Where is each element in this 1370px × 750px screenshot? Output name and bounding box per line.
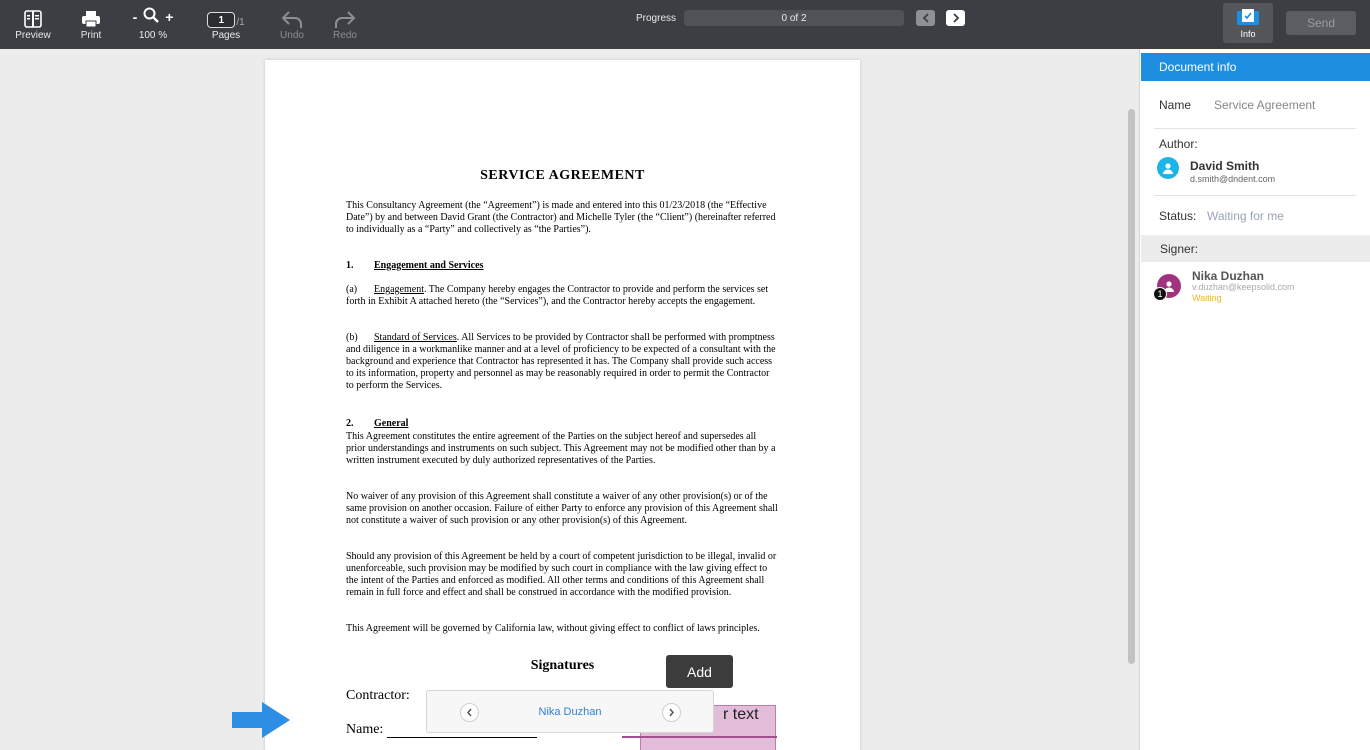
divider [1154, 195, 1356, 196]
section-2-title: General [374, 418, 409, 429]
author-label: Author: [1159, 137, 1198, 151]
intro-paragraph: This Consultancy Agreement (the “Agreement”) is made and entered into this 01/23/2018 (the “Effective Date”) by and between David Grant (the Contractor) and Michelle Tyler (the “Client”) (hereinafter referred to individually as a “Party” and collectively as “the Parties”). [346, 200, 776, 235]
document-page [265, 60, 860, 750]
section-1a-text: . The Company hereby engages the Contractor to provide and perform the services set forth in Exhibit A attached hereto (the “Services”), and the Contractor hereby accepts the engagement. [346, 284, 769, 307]
field-text: r text [723, 706, 759, 723]
info-button[interactable] [1223, 3, 1273, 43]
info-label: Info [1240, 29, 1256, 39]
print-button[interactable] [76, 0, 106, 49]
pages-label: Pages [211, 30, 241, 41]
document-viewer [0, 49, 1139, 750]
page-number-input[interactable]: 1 [207, 12, 235, 28]
magnifier-icon [143, 7, 159, 28]
signer-email: v.duzhan@keepsolid.com [1192, 282, 1295, 292]
author-avatar [1157, 157, 1179, 179]
section-1-heading [346, 260, 483, 271]
redo-label: Redo [333, 30, 357, 41]
signer-section-header: Signer: [1141, 235, 1370, 262]
page-total: /1 [236, 17, 245, 28]
preview-button[interactable] [14, 0, 52, 49]
field-pointer-arrow-icon [232, 700, 292, 740]
undo-icon [281, 0, 303, 28]
section-1b-text: . All Services to be provided by Contractor shall be performed with promptness and diligence in a workmanlike manner and at a level of proficiency to be expected of a consultant with the background and experience that Contractor has represented it has. The Company shall provide such access to its information, property and personnel as may be reasonably required in order to permit the Contractor to perform the Services. [346, 332, 776, 391]
status-label: Status: [1159, 209, 1197, 223]
document-title: SERVICE AGREEMENT [480, 168, 645, 183]
status-value: Waiting for me [1207, 209, 1284, 223]
section-1-number: 1. [346, 260, 354, 271]
section-1a-paragraph [346, 284, 778, 308]
section-2-paragraph-2: No waiver of any provision of this Agreement shall constitute a waiver of any other provision(s) or of the same provision on another occasion. Failure of either Party to enforce any provision of this Agreement shall not constitute a waiver of such provision or any other provision(s) of this Agreement. [346, 491, 778, 526]
chevron-left-icon [922, 13, 930, 23]
document-name-value: Service Agreement [1214, 98, 1316, 112]
document-info-panel [1139, 49, 1370, 750]
next-field-button[interactable] [946, 10, 965, 26]
signer-order-badge: 1 [1153, 287, 1167, 301]
section-2-paragraph-4: This Agreement will be governed by California law, without giving effect to conflict of laws principles. [346, 623, 760, 634]
preview-icon [24, 0, 42, 28]
document-scrollbar[interactable] [1126, 109, 1136, 750]
scrollbar-thumb[interactable] [1128, 109, 1135, 664]
section-1b-term: Standard of Services [374, 332, 457, 343]
contractor-label: Contractor: [346, 688, 410, 703]
author-email: d.smith@dndent.com [1190, 174, 1276, 184]
section-2-number: 2. [346, 418, 354, 429]
preview-label: Preview [15, 30, 51, 41]
divider [1154, 128, 1356, 129]
signer-status: Waiting [1192, 293, 1222, 303]
section-1b-label: (b) [346, 332, 358, 343]
add-field-button[interactable]: Add [666, 655, 733, 688]
redo-icon [334, 0, 356, 28]
section-2-paragraph-1: This Agreement constitutes the entire agreement of the Parties on the subject hereof and supersedes all prior understandings and instruments on such subject. This Agreement may not be modified other than by a written instrument executed by duly authorized representatives of the Parties. [346, 431, 776, 466]
next-signer-button[interactable] [662, 703, 681, 722]
section-1a-label: (a) [346, 284, 358, 295]
section-1a-term: Engagement [374, 284, 424, 295]
progress-bar: 0 of 2 [684, 10, 904, 26]
section-2-heading [346, 418, 408, 429]
zoom-level: 100 % [138, 30, 168, 41]
section-1-title: Engagement and Services [374, 260, 484, 271]
author-name: David Smith [1190, 159, 1260, 173]
previous-field-button[interactable] [916, 10, 935, 26]
toolbar [0, 0, 1370, 49]
chevron-right-icon [952, 13, 960, 23]
redo-button[interactable] [331, 0, 359, 49]
user-icon [1162, 162, 1174, 174]
pages-control [204, 0, 248, 49]
zoom-in-button[interactable]: + [165, 9, 174, 25]
zoom-out-button[interactable]: - [132, 9, 138, 25]
signer-selector [426, 690, 714, 733]
progress-label: Progress [636, 13, 677, 24]
panel-header: Document info [1141, 53, 1370, 81]
send-button[interactable]: Send [1286, 11, 1356, 35]
name-label: Name: [346, 722, 384, 737]
previous-signer-button[interactable] [460, 703, 479, 722]
field-underline [622, 736, 777, 738]
section-1b-paragraph [346, 332, 778, 392]
undo-label: Undo [280, 30, 304, 41]
undo-button[interactable] [278, 0, 306, 49]
chevron-right-icon [668, 708, 675, 717]
signatures-title: Signatures [530, 658, 595, 673]
name-field-label: Name [1159, 98, 1192, 112]
info-document-icon [1236, 8, 1260, 26]
chevron-left-icon [466, 708, 473, 717]
selected-signer-name: Nika Duzhan [538, 705, 602, 718]
section-2-paragraph-3: Should any provision of this Agreement be held by a court of competent jurisdiction to be illegal, invalid or unenforceable, such provision may be modified by such court in compliance with the law giving effect to the intent of the Parties and enforced as modified. All other terms and conditions of this Agreement shall remain in full force and effect and shall be construed in accordance with the modified provision. [346, 551, 777, 598]
zoom-control [126, 0, 180, 49]
signer-name: Nika Duzhan [1192, 269, 1265, 283]
print-label: Print [80, 30, 102, 41]
printer-icon [81, 0, 101, 28]
